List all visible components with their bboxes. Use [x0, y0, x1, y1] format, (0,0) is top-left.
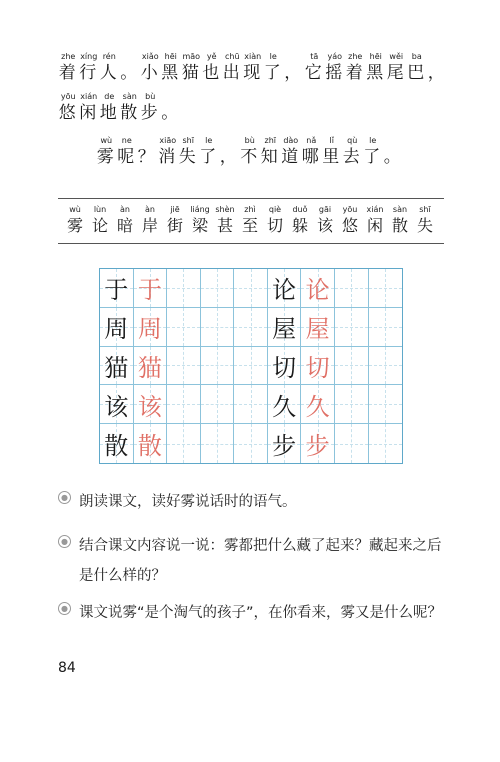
grid-cell — [301, 347, 335, 386]
grid-cell — [167, 269, 201, 308]
pinyin: yáo — [327, 52, 343, 61]
hanzi: 。 — [161, 103, 181, 123]
ruby-char — [140, 52, 161, 84]
ruby-char — [89, 205, 111, 237]
grid-cell — [268, 385, 302, 424]
vocabulary-box — [58, 198, 444, 244]
pinyin: xíng — [80, 52, 98, 61]
hanzi: 现 — [243, 63, 263, 83]
model-character: 散 — [104, 432, 129, 461]
pinyin: yōu — [60, 92, 76, 101]
pinyin: bù — [145, 92, 156, 101]
pinyin: xiàn — [244, 52, 262, 61]
reading-icon: ● — [58, 491, 71, 504]
hanzi: 。 — [120, 63, 140, 83]
model-character: 屋 — [272, 315, 297, 344]
trace-character: 该 — [137, 392, 162, 421]
ruby-char — [239, 205, 261, 237]
ruby-char — [137, 136, 158, 168]
writing-grid — [99, 268, 403, 464]
grid-cell — [234, 347, 268, 386]
hanzi: 消 — [158, 147, 178, 167]
ruby-char — [181, 52, 202, 84]
hanzi: 失 — [178, 147, 198, 167]
question-1-text: 朗读课文，读好雾说话时的语气。 — [79, 494, 297, 510]
ruby-char — [199, 136, 220, 168]
grid-cell — [167, 347, 201, 386]
pinyin: le — [369, 136, 377, 145]
pinyin: chū — [224, 52, 240, 61]
ruby-char — [339, 205, 361, 237]
model-character: 久 — [272, 392, 297, 421]
ruby-char — [260, 136, 281, 168]
hanzi: 步 — [140, 103, 160, 123]
hanzi: 失 — [416, 216, 433, 235]
grid-cell — [268, 269, 302, 308]
trace-character: 切 — [305, 353, 330, 382]
pinyin: hēi — [164, 52, 177, 61]
grid-cell — [134, 347, 168, 386]
hanzi: 去 — [342, 147, 362, 167]
grid-cell — [201, 424, 235, 463]
pinyin: yě — [206, 52, 217, 61]
hanzi: 梁 — [191, 216, 208, 235]
pinyin: sàn — [122, 92, 137, 101]
grid-cell — [369, 385, 402, 424]
ruby-char — [164, 205, 186, 237]
pinyin: zhì — [244, 205, 256, 214]
pinyin: le — [205, 136, 213, 145]
question-1 — [58, 487, 449, 517]
ruby-char — [99, 52, 120, 84]
ruby-char — [58, 52, 79, 84]
hanzi: 地 — [99, 103, 119, 123]
trace-character: 周 — [137, 315, 162, 344]
trace-character: 散 — [137, 432, 162, 461]
trace-character: 论 — [305, 276, 330, 305]
ruby-char — [407, 52, 428, 84]
hanzi: 出 — [222, 63, 242, 83]
ruby-char — [342, 136, 363, 168]
pinyin: ne — [121, 136, 132, 145]
hanzi: 切 — [266, 216, 283, 235]
question-2-text: 结合课文内容说一说：雾都把什么藏了起来？藏起来之后是什么样的？ — [79, 538, 442, 584]
ruby-char — [117, 136, 138, 168]
ruby-char — [345, 52, 366, 84]
grid-cell — [234, 385, 268, 424]
hanzi: 了 — [363, 147, 383, 167]
para1-line1 — [58, 52, 448, 84]
model-character: 于 — [104, 276, 129, 305]
ruby-char — [214, 205, 236, 237]
hanzi: 黑 — [161, 63, 181, 83]
pinyin: lǐ — [329, 136, 334, 145]
model-character: 周 — [104, 315, 129, 344]
pinyin: nǎ — [306, 136, 317, 145]
question-3 — [58, 598, 449, 628]
grid-cell — [234, 269, 268, 308]
grid-cell — [369, 308, 402, 347]
grid-cell — [369, 424, 402, 463]
hanzi: ， — [427, 63, 447, 83]
ruby-char — [414, 205, 436, 237]
grid-cell — [268, 424, 302, 463]
grid-cell — [134, 385, 168, 424]
hanzi: 。 — [383, 147, 403, 167]
pinyin: zhe — [61, 52, 76, 61]
pinyin: wù — [100, 136, 113, 145]
hanzi: 小 — [140, 63, 160, 83]
pinyin: qù — [347, 136, 358, 145]
model-character: 论 — [272, 276, 297, 305]
hanzi: 甚 — [216, 216, 233, 235]
hanzi: 呢 — [117, 147, 137, 167]
ruby-char — [139, 205, 161, 237]
hanzi: 街 — [166, 216, 183, 235]
grid-cell — [268, 308, 302, 347]
ruby-char — [161, 92, 182, 124]
grid-cell — [201, 385, 235, 424]
pinyin: àn — [145, 205, 155, 214]
grid-cell — [134, 308, 168, 347]
ruby-char — [427, 52, 448, 84]
pinyin: xián — [366, 205, 384, 214]
ruby-char — [240, 136, 261, 168]
ruby-char — [158, 136, 179, 168]
pinyin: liáng — [190, 205, 210, 214]
trace-character: 猫 — [137, 353, 162, 382]
ruby-char — [161, 52, 182, 84]
ruby-char — [386, 52, 407, 84]
hanzi: 了 — [199, 147, 219, 167]
hanzi: 它 — [304, 63, 324, 83]
ruby-char — [140, 92, 161, 124]
ruby-char — [389, 205, 411, 237]
ruby-char — [79, 52, 100, 84]
ruby-char — [189, 205, 211, 237]
grid-row — [100, 269, 402, 308]
grid-cell — [100, 308, 134, 347]
grid-row — [100, 424, 402, 463]
ruby-char — [120, 52, 141, 84]
hanzi: 雾 — [66, 216, 83, 235]
pinyin: shī — [182, 136, 194, 145]
hanzi: 着 — [58, 63, 78, 83]
hanzi: 人 — [99, 63, 119, 83]
ruby-char — [99, 92, 120, 124]
model-character: 该 — [104, 392, 129, 421]
hanzi: ， — [284, 63, 304, 83]
hanzi: 里 — [322, 147, 342, 167]
pinyin: ba — [411, 52, 422, 61]
ruby-char — [314, 205, 336, 237]
ruby-char — [366, 52, 387, 84]
pinyin: māo — [182, 52, 201, 61]
hanzi: 道 — [281, 147, 301, 167]
pinyin: tā — [310, 52, 319, 61]
grid-cell — [268, 347, 302, 386]
grid-cell — [301, 308, 335, 347]
pinyin: sàn — [392, 205, 408, 214]
pinyin: dào — [283, 136, 299, 145]
pinyin: zhe — [348, 52, 363, 61]
grid-cell — [167, 424, 201, 463]
trace-character: 屋 — [305, 315, 330, 344]
pinyin: shī — [419, 205, 431, 214]
grid-cell — [100, 424, 134, 463]
hanzi: 也 — [202, 63, 222, 83]
para1-line2 — [58, 92, 181, 124]
hanzi: 闲 — [366, 216, 383, 235]
ruby-char — [383, 136, 404, 168]
grid-row — [100, 347, 402, 386]
hanzi: 至 — [241, 216, 258, 235]
grid-cell — [167, 385, 201, 424]
thinking-icon: ● — [58, 602, 71, 615]
trace-character: 步 — [305, 432, 330, 461]
hanzi: 论 — [91, 216, 108, 235]
ruby-char — [264, 205, 286, 237]
pinyin: xiǎo — [141, 52, 159, 61]
ruby-char — [322, 136, 343, 168]
hanzi: 悠 — [58, 103, 78, 123]
ruby-char — [263, 52, 284, 84]
pinyin: bù — [244, 136, 255, 145]
pinyin: wù — [69, 205, 81, 214]
hanzi: 雾 — [96, 147, 116, 167]
hanzi: 黑 — [366, 63, 386, 83]
grid-cell — [234, 424, 268, 463]
ruby-char — [301, 136, 322, 168]
hanzi: 闲 — [79, 103, 99, 123]
hanzi: 不 — [240, 147, 260, 167]
ruby-char — [64, 205, 86, 237]
question-3-text: 课文说雾“是个淘气的孩子”，在你看来，雾又是什么呢？ — [79, 605, 443, 621]
para2-line1 — [96, 136, 404, 168]
hanzi: ， — [219, 147, 239, 167]
vocabulary-list — [64, 205, 436, 237]
hanzi: 哪 — [301, 147, 321, 167]
grid-cell — [100, 347, 134, 386]
model-character: 步 — [272, 432, 297, 461]
pinyin: xiāo — [159, 136, 177, 145]
grid-cell — [335, 385, 369, 424]
pinyin: le — [269, 52, 277, 61]
ruby-char — [222, 52, 243, 84]
grid-cell — [201, 347, 235, 386]
ruby-char — [281, 136, 302, 168]
grid-cell — [134, 424, 168, 463]
hanzi: 猫 — [181, 63, 201, 83]
pinyin: rén — [102, 52, 116, 61]
hanzi: 躲 — [291, 216, 308, 235]
hanzi: 该 — [316, 216, 333, 235]
pinyin: lùn — [93, 205, 107, 214]
hanzi: 着 — [345, 63, 365, 83]
grid-cell — [301, 385, 335, 424]
ruby-char — [304, 52, 325, 84]
grid-cell — [100, 385, 134, 424]
ruby-char — [120, 92, 141, 124]
ruby-char — [364, 205, 386, 237]
ruby-char — [325, 52, 346, 84]
grid-cell — [335, 424, 369, 463]
hanzi: 散 — [120, 103, 140, 123]
pinyin: gāi — [318, 205, 332, 214]
hanzi: 悠 — [341, 216, 358, 235]
model-character: 猫 — [104, 353, 129, 382]
hanzi: 行 — [79, 63, 99, 83]
pinyin: jiē — [170, 205, 180, 214]
ruby-char — [289, 205, 311, 237]
pinyin: wěi — [389, 52, 404, 61]
hanzi: 巴 — [407, 63, 427, 83]
hanzi: 了 — [263, 63, 283, 83]
ruby-char — [363, 136, 384, 168]
ruby-char — [79, 92, 100, 124]
grid-row — [100, 308, 402, 347]
grid-cell — [301, 269, 335, 308]
ruby-char — [219, 136, 240, 168]
pinyin: de — [104, 92, 115, 101]
grid-cell — [301, 424, 335, 463]
pinyin: àn — [120, 205, 130, 214]
grid-cell — [201, 308, 235, 347]
grid-cell — [335, 269, 369, 308]
grid-row — [100, 385, 402, 424]
pinyin: qiè — [268, 205, 282, 214]
ruby-char — [114, 205, 136, 237]
grid-cell — [335, 347, 369, 386]
pinyin: zhī — [264, 136, 276, 145]
grid-cell — [369, 347, 402, 386]
ruby-char — [96, 136, 117, 168]
grid-cell — [167, 308, 201, 347]
grid-cell — [369, 269, 402, 308]
pinyin: xián — [80, 92, 98, 101]
trace-character: 久 — [305, 392, 330, 421]
pinyin: shèn — [215, 205, 235, 214]
pinyin: duǒ — [292, 205, 308, 214]
hanzi: 摇 — [325, 63, 345, 83]
ruby-char — [243, 52, 264, 84]
model-character: 切 — [272, 353, 297, 382]
discussion-icon: ● — [58, 535, 71, 548]
hanzi: ？ — [137, 147, 157, 167]
ruby-char — [178, 136, 199, 168]
grid-cell — [201, 269, 235, 308]
hanzi: 散 — [391, 216, 408, 235]
hanzi: 尾 — [386, 63, 406, 83]
trace-character: 于 — [137, 276, 162, 305]
ruby-char — [58, 92, 79, 124]
ruby-char — [284, 52, 305, 84]
grid-cell — [134, 269, 168, 308]
pinyin: yōu — [342, 205, 358, 214]
page-number: 84 — [58, 660, 76, 676]
question-2 — [58, 531, 449, 591]
grid-cell — [234, 308, 268, 347]
grid-cell — [335, 308, 369, 347]
grid-cell — [100, 269, 134, 308]
hanzi: 岸 — [141, 216, 158, 235]
pinyin: hēi — [369, 52, 382, 61]
hanzi: 暗 — [116, 216, 133, 235]
hanzi: 知 — [260, 147, 280, 167]
ruby-char — [202, 52, 223, 84]
